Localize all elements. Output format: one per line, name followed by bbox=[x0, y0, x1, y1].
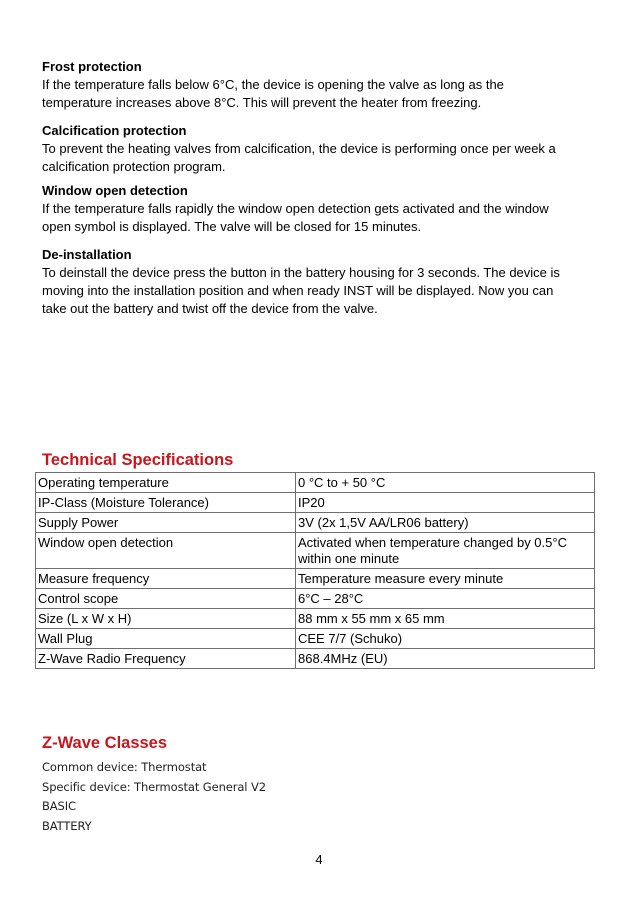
list-item: BATTERY bbox=[42, 818, 92, 833]
section-title: Calcification protection bbox=[42, 123, 187, 138]
spec-value-line: within one minute bbox=[298, 551, 400, 566]
section-line: To deinstall the device press the button in the battery housing for 3 seconds. The device is bbox=[42, 265, 560, 280]
list-item: Specific device: Thermostat General V2 bbox=[42, 779, 266, 794]
table-row bbox=[36, 473, 595, 493]
section-title: Window open detection bbox=[42, 183, 188, 198]
spec-label: Z-Wave Radio Frequency bbox=[36, 649, 296, 669]
section-line: moving into the installation position and when ready INST will be displayed. Now you can bbox=[42, 283, 554, 298]
spec-value bbox=[296, 589, 595, 609]
section-de-installation bbox=[42, 246, 602, 318]
table-row bbox=[36, 629, 595, 649]
section-line: To prevent the heating valves from calcification, the device is performing once per week a bbox=[42, 141, 556, 156]
spec-label: Operating temperature bbox=[36, 473, 296, 493]
tech-specs-heading: Technical Specifications bbox=[42, 451, 234, 469]
table-row bbox=[36, 533, 595, 569]
spec-label: IP-Class (Moisture Tolerance) bbox=[36, 493, 296, 513]
section-line: calcification protection program. bbox=[42, 159, 226, 174]
spec-value bbox=[296, 533, 595, 569]
spec-value-line: IP20 bbox=[298, 495, 325, 510]
spec-value bbox=[296, 513, 595, 533]
table-row bbox=[36, 569, 595, 589]
page-number: 4 bbox=[315, 852, 323, 867]
spec-value bbox=[296, 649, 595, 669]
spec-value-line: 88 mm x 55 mm x 65 mm bbox=[298, 611, 445, 626]
section-line: take out the battery and twist off the device from the valve. bbox=[42, 301, 378, 316]
table-row bbox=[36, 649, 595, 669]
spec-label: Wall Plug bbox=[36, 629, 296, 649]
spec-label: Measure frequency bbox=[36, 569, 296, 589]
spec-value bbox=[296, 609, 595, 629]
spec-value bbox=[296, 629, 595, 649]
spec-value bbox=[296, 473, 595, 493]
zwave-classes-list bbox=[42, 758, 266, 836]
spec-label: Control scope bbox=[36, 589, 296, 609]
zwave-classes-heading: Z-Wave Classes bbox=[42, 734, 168, 752]
section-line: If the temperature falls below 6°C, the device is opening the valve as long as the bbox=[42, 77, 504, 92]
spec-label: Window open detection bbox=[36, 533, 296, 569]
table-row bbox=[36, 609, 595, 629]
spec-value-line: 868.4MHz (EU) bbox=[298, 651, 388, 666]
list-item: BASIC bbox=[42, 799, 76, 813]
spec-label: Supply Power bbox=[36, 513, 296, 533]
spec-value-line: 6°C – 28°C bbox=[298, 591, 364, 606]
table-row bbox=[36, 493, 595, 513]
spec-label: Size (L x W x H) bbox=[36, 609, 296, 629]
section-calcification-protection bbox=[42, 122, 602, 176]
section-line: If the temperature falls rapidly the window open detection gets activated and the window bbox=[42, 201, 549, 216]
tech-specs-table bbox=[35, 472, 595, 669]
spec-value-line: Activated when temperature changed by 0.5°C bbox=[298, 535, 567, 550]
section-frost-protection bbox=[42, 58, 602, 112]
spec-value bbox=[296, 493, 595, 513]
section-line: open symbol is displayed. The valve will be closed for 15 minutes. bbox=[42, 219, 422, 234]
section-window-open-detection bbox=[42, 182, 602, 236]
list-item: Common device: Thermostat bbox=[42, 760, 207, 774]
spec-value bbox=[296, 569, 595, 589]
table-row bbox=[36, 589, 595, 609]
section-line: temperature increases above 8°C. This will prevent the heater from freezing. bbox=[42, 95, 482, 110]
table-row bbox=[36, 513, 595, 533]
spec-value-line: CEE 7/7 (Schuko) bbox=[298, 631, 403, 646]
section-title: De-installation bbox=[42, 247, 132, 262]
spec-value-line: Temperature measure every minute bbox=[298, 571, 504, 586]
spec-value-line: 3V (2x 1,5V AA/LR06 battery) bbox=[298, 515, 469, 530]
spec-value-line: 0 °C to + 50 °C bbox=[298, 475, 386, 490]
section-title: Frost protection bbox=[42, 59, 142, 74]
